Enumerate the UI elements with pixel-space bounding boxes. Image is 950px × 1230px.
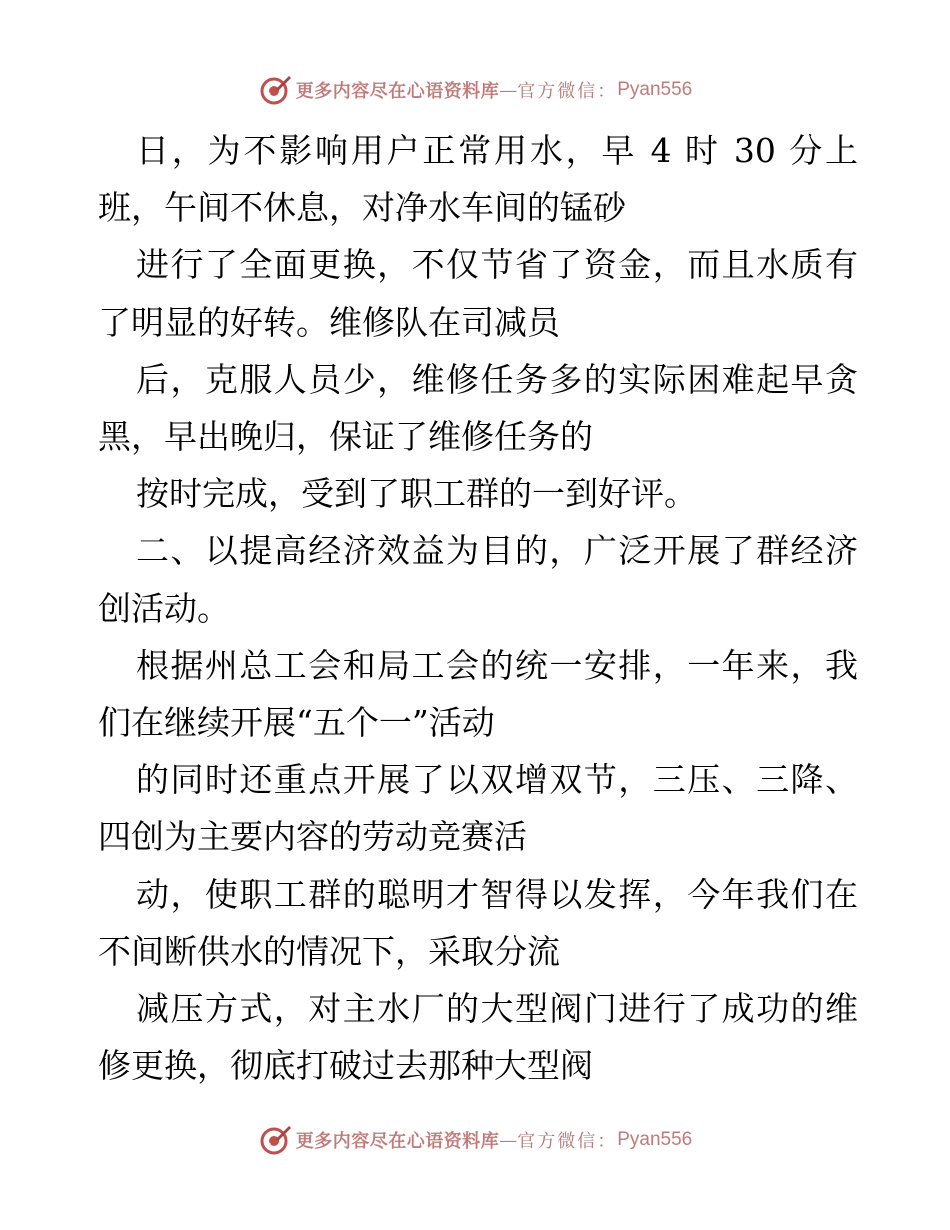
footer-banner	[0, 1120, 950, 1160]
body-text	[98, 122, 858, 1094]
footer-wechat-label: 官方微信：	[517, 1131, 618, 1152]
pen-logo-icon	[258, 73, 292, 107]
paragraph: 进行了全面更换，不仅节省了资金，而且水质有了明显的好转。维修队在司减员	[98, 245, 858, 342]
paragraph: 后，克服人员少，维修任务多的实际困难起早贪黑，早出晚归，保证了维修任务的	[98, 359, 858, 457]
footer-separator: —	[499, 1129, 518, 1151]
paragraph: 二、以提高经济效益为目的，广泛开展了群经济创活动。	[98, 531, 858, 628]
paragraph: 按时完成，受到了职工群的一到好评。	[136, 474, 697, 514]
paragraph: 日，为不影响用户正常用水，早 4 时 30 分上班，午间不休息，对净水车间的锰砂	[98, 131, 858, 228]
paragraph: 减压方式，对主水厂的大型阀门进行了成功的维修更换，彻底打破过去那种大型阀	[98, 989, 858, 1086]
header-wechat-label: 官方微信：	[517, 81, 618, 102]
footer-wechat-id: Pyan556	[617, 1129, 693, 1150]
header-wechat-id: Pyan556	[617, 79, 693, 100]
header-site-name: 更多内容尽在心语资料库	[295, 81, 500, 102]
paragraph: 动，使职工群的聪明才智得以发挥，今年我们在不间断供水的情况下，采取分流	[98, 874, 858, 971]
paragraph: 根据州总工会和局工会的统一安排，一年来，我们在继续开展“五个一”活动	[98, 645, 858, 743]
footer-site-name: 更多内容尽在心语资料库	[295, 1131, 500, 1152]
pen-logo-icon	[258, 1123, 292, 1157]
header-banner	[0, 70, 950, 110]
paragraph: 的同时还重点开展了以双增双节，三压、三降、四创为主要内容的劳动竞赛活	[98, 760, 858, 857]
header-separator: —	[499, 79, 518, 101]
